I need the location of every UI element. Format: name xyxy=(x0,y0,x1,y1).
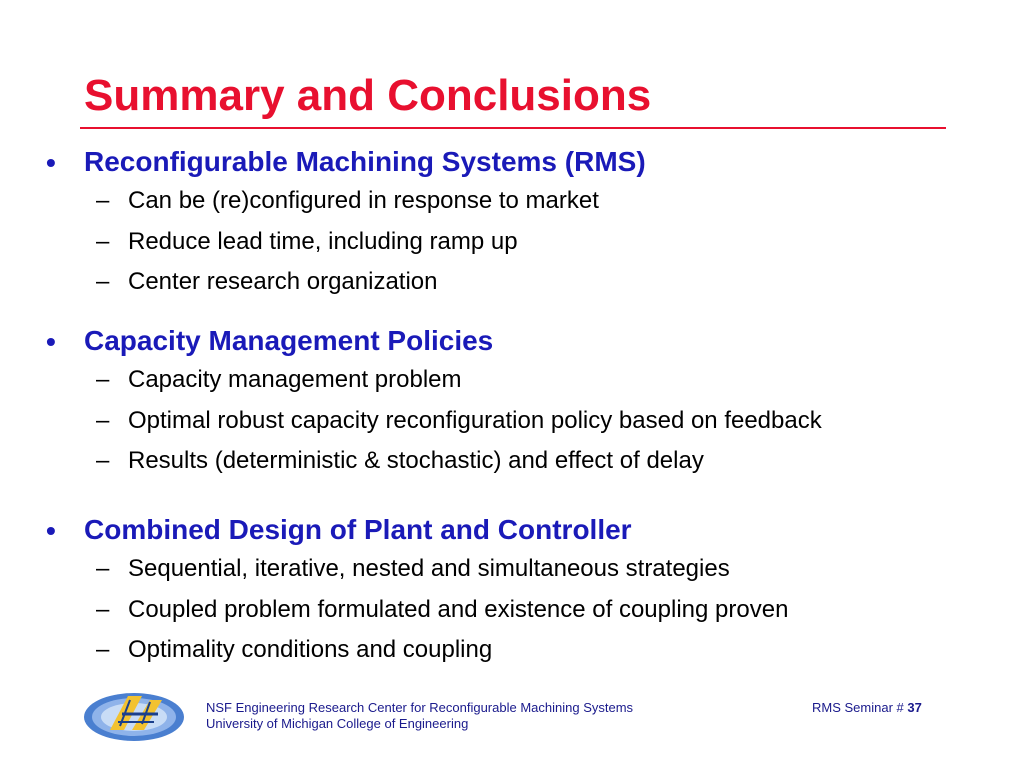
dash-icon: – xyxy=(96,406,110,434)
sub-bullet-text: Optimality conditions and coupling xyxy=(128,636,493,663)
section-rms xyxy=(0,146,1024,306)
sub-bullet-item xyxy=(0,593,1024,634)
sub-bullet-text: Coupled problem formulated and existence of coupling proven xyxy=(128,595,789,623)
footer-org-line1: NSF Engineering Research Center for Reconfigurable Machining Systems xyxy=(206,700,634,715)
bullet-item xyxy=(0,514,1024,552)
dash-icon: – xyxy=(96,227,110,255)
dash-icon: – xyxy=(96,447,110,474)
sub-bullet-item xyxy=(0,552,1024,593)
slide-footer xyxy=(0,684,1024,744)
sub-bullet-item xyxy=(0,444,1024,485)
section-combined-design xyxy=(0,514,1024,674)
dash-icon: – xyxy=(96,595,110,623)
page-number: 37 xyxy=(907,700,922,715)
footer-org-line2: University of Michigan College of Engineering xyxy=(206,716,469,731)
bullet-heading: Reconfigurable Machining Systems (RMS) xyxy=(84,146,646,177)
slide-title: Summary and Conclusions xyxy=(84,71,652,120)
dash-icon: – xyxy=(96,636,110,663)
sub-bullet-item xyxy=(0,633,1024,674)
sub-bullet-item xyxy=(0,225,1024,266)
slide-number xyxy=(812,700,922,715)
bullet-icon: • xyxy=(46,147,56,178)
dash-icon: – xyxy=(96,268,110,295)
sub-bullet-text: Optimal robust capacity reconfiguration policy based on feedback xyxy=(128,406,822,434)
sub-bullet-text: Capacity management problem xyxy=(128,366,462,393)
bullet-icon: • xyxy=(46,515,56,546)
sub-bullet-text: Results (deterministic & stochastic) and effect of delay xyxy=(128,447,704,474)
sub-bullet-text: Center research organization xyxy=(128,268,438,295)
bullet-heading: Capacity Management Policies xyxy=(84,325,494,356)
sub-bullet-item xyxy=(0,184,1024,225)
sub-bullet-text: Sequential, iterative, nested and simultaneous strategies xyxy=(128,555,730,582)
bullet-icon: • xyxy=(46,326,56,357)
title-underline xyxy=(80,127,946,129)
sub-bullet-text: Reduce lead time, including ramp up xyxy=(128,227,518,255)
dash-icon: – xyxy=(96,366,110,393)
bullet-item xyxy=(0,325,1024,363)
erc-rms-logo-icon xyxy=(80,686,188,744)
bullet-heading: Combined Design of Plant and Controller xyxy=(84,514,632,545)
bullet-item xyxy=(0,146,1024,184)
section-capacity xyxy=(0,325,1024,485)
seminar-label: RMS Seminar # xyxy=(812,700,904,715)
sub-bullet-item xyxy=(0,404,1024,445)
dash-icon: – xyxy=(96,187,110,214)
dash-icon: – xyxy=(96,555,110,582)
sub-bullet-item xyxy=(0,265,1024,306)
sub-bullet-text: Can be (re)configured in response to market xyxy=(128,187,599,214)
sub-bullet-item xyxy=(0,363,1024,404)
